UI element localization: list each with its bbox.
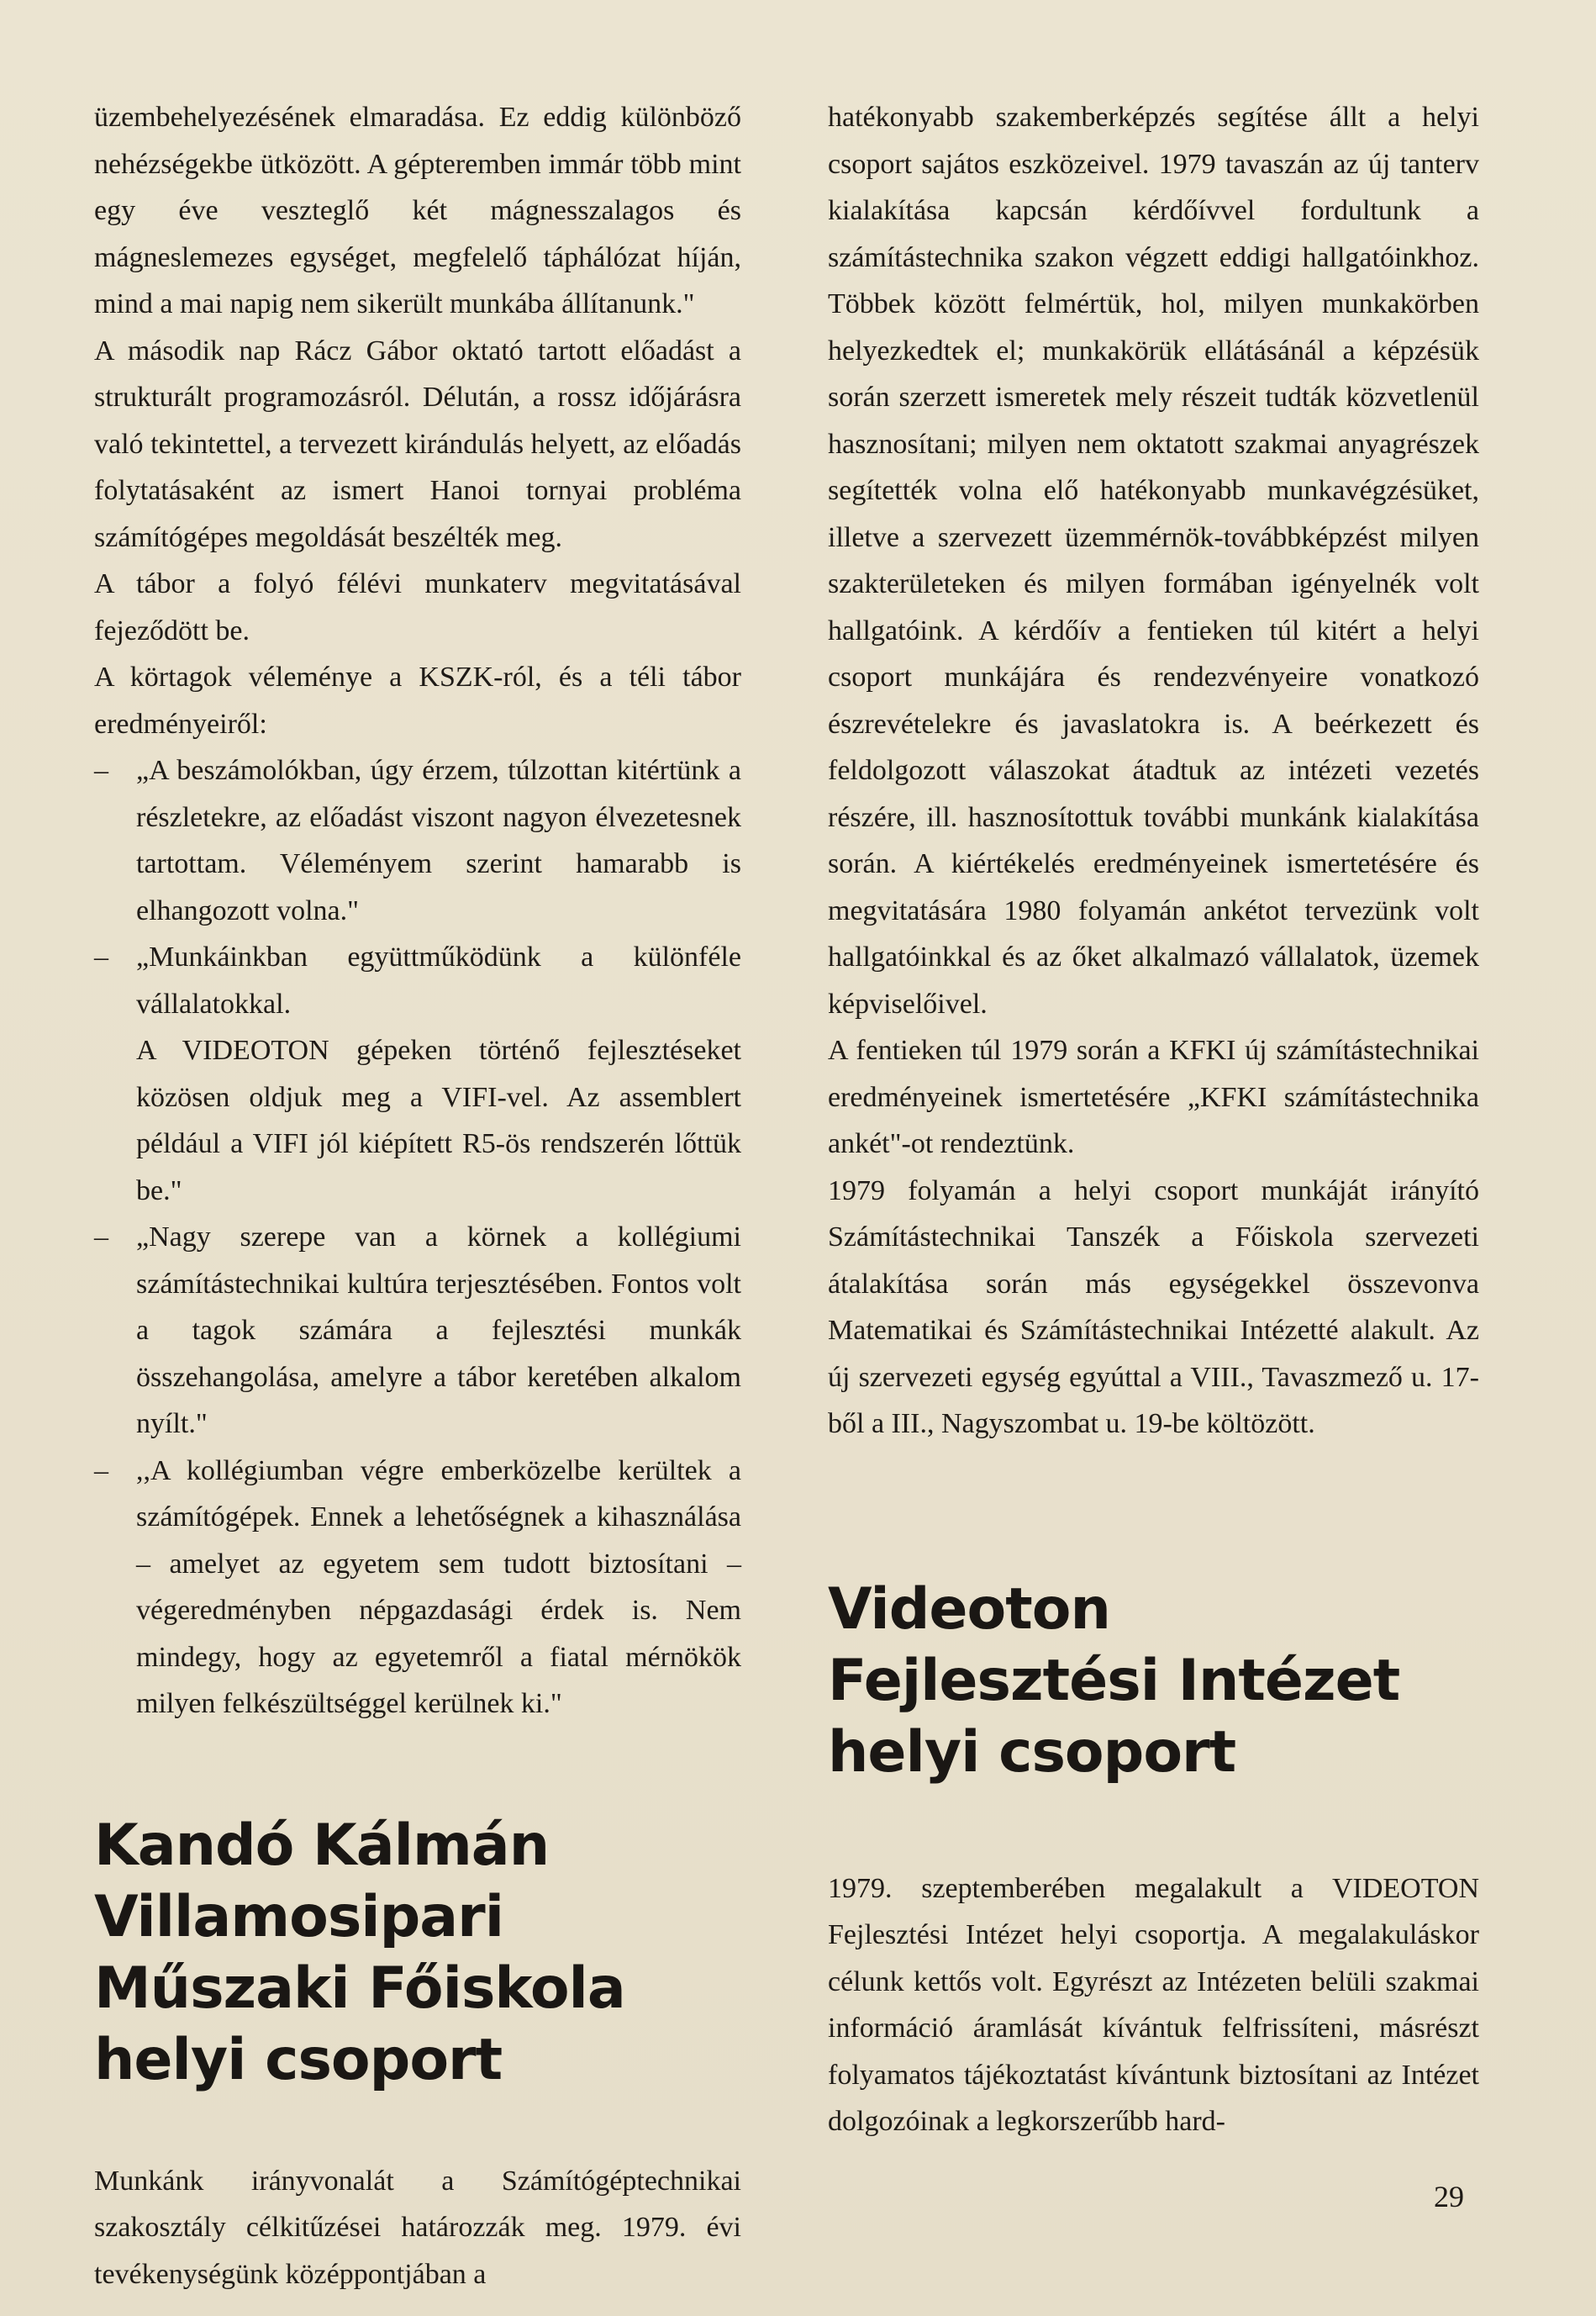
dash-marker: – <box>94 1454 108 1486</box>
dash-marker: – <box>94 1221 108 1253</box>
dash-marker: – <box>94 755 108 786</box>
quote-text: „A beszámolókban, úgy érzem, túlzottan kitértünk a részletekre, az előadást viszont nagyon élvezetesnek tartottam. Véleményem szerint hamarabb is elhangozott volna." <box>136 755 741 926</box>
quote-item <box>94 1448 741 1728</box>
paragraph: üzembehelyezésének elmaradása. Ez eddig különböző nehézségekbe ütközött. A gépteremben immár több mint egy éve veszteglő két mágnesszalagos és mágneslemezes egységet, megfelelő táphálózat híján, mind a mai napig nem sikerült munkába állítanunk." <box>94 102 741 319</box>
paragraph: A második nap Rácz Gábor oktató tartott előadást a strukturált programozásról. Délután, a rossz időjárásra való tekintettel, a tervezett kirándulás helyett, az előadás folytatásaként az ismert Hanoi tornyai probléma számítógépes megoldását beszélték meg. <box>94 335 741 553</box>
paragraph: hatékonyabb szakemberképzés segítése állt a helyi csoport sajátos eszközeivel. 1979 tavaszán az új tanterv kialakítása kapcsán kérdőívvel fordultunk a számítástechnika szakon végzett eddigi hallgatóinkhoz. Többek között felmértük, hol, milyen munkakörben helyezkedtek el; munkakörük ellátásánál a képzésük során szerzett ismeretek mely részeit tudták közvetlenül hasznosítani; milyen nem oktatott szakmai anyagrészek segítették volna elő hatékonyabb munkavégzésüket, illetve a szervezett üzemmérnök-továbbképzést milyen szakterületeken és milyen formában igényelnék volt hallgatóink. A kérdőív a fentieken túl kitért a helyi csoport munkájára és rendezvényeire vonatkozó észrevételekre és javaslatokra is. A beérkezett és feldolgozott válaszokat átadtuk az intézeti vezetés részére, ill. hasznosítottuk további munkánk kialakítása során. A kiértékelés eredményeinek ismertetésére és megvitatására 1980 folyamán ankétot tervezünk volt hallgatóinkkal és az őket alkalmazó vállalatok, üzemek képviselőivel. <box>828 102 1479 1020</box>
quote-text: ,,A kollégiumban végre emberközelbe kerültek a számítógépek. Ennek a lehetőségnek a kihasználása – amelyet az egyetem sem tudott biztosítani – végeredményben népgazdasági érdek is. Nem mindegy, hogy az egyetemről a fiatal mérnökök milyen felkészültséggel kerülnek ki." <box>136 1454 741 1719</box>
page-number: 29 <box>1434 2180 1464 2213</box>
right-body-text <box>828 94 1479 1448</box>
dash-marker: – <box>94 942 108 973</box>
quote-text: „Munkáinkban együttműködünk a különféle vállalatokkal. <box>136 942 741 1020</box>
paragraph: A fentieken túl 1979 során a KFKI új számítástechnikai eredményeinek ismertetésére „KFKI számítástechnika ankét"-ot rendeztünk. <box>828 1035 1479 1159</box>
paragraph: A tábor a folyó félévi munkaterv megvitatásával fejeződött be. <box>94 568 741 646</box>
paragraph: A körtagok véleménye a KSZK-ról, és a téli tábor eredményeiről: <box>94 662 741 740</box>
left-closing-paragraph: Munkánk irányvonalát a Számítógéptechnikai szakosztály célkitűzései határozzák meg. 1979. évi tevékenységünk középpontjában a <box>94 2165 741 2290</box>
right-closing-paragraph: 1979. szeptemberében megalakult a VIDEOTON Fejlesztési Intézet helyi csoportja. A megalakuláskor célunk kettős volt. Egyrészt az Intézeten belüli szakmai információ áramlását kívántuk felfrissíteni, másrészt folyamatos tájékoztatást kívántunk biztosítani az Intézet dolgozóinak a legkorszerűbb hard- <box>828 1872 1479 2137</box>
heading-line: Műszaki Főiskola <box>94 1955 625 2022</box>
right-column <box>828 94 1479 2145</box>
quote-item <box>94 1214 741 1448</box>
left-column <box>94 94 741 2298</box>
heading-line: helyi csoport <box>94 2026 503 2093</box>
quote-continuation: A VIDEOTON gépeken történő fejlesztéseket közösen oldjuk meg a VIFI-vel. Az assemblert például a VIFI jól kiépített R5-ös rendszerén lőttük be." <box>136 1035 741 1206</box>
heading-line: Videoton <box>828 1575 1110 1643</box>
right-section-heading <box>828 1574 1479 1788</box>
heading-line: Villamosipari <box>94 1883 504 1950</box>
paragraph: 1979 folyamán a helyi csoport munkáját irányító Számítástechnikai Tanszék a Főiskola szervezeti átalakítása során más egységekkel összevonva Matematikai és Számítástechnikai Intézetté alakult. Az új szervezeti egység egyúttal a VIII., Tavaszmező u. 17-ből a III., Nagyszombat u. 19-be költözött. <box>828 1174 1479 1439</box>
heading-line: helyi csoport <box>828 1718 1236 1786</box>
left-section-heading <box>94 1810 741 2096</box>
quote-text: „Nagy szerepe van a körnek a kollégiumi számítástechnikai kultúra terjesztésében. Fontos volt a tagok számára a fejlesztési munkák összehangolása, amelyre a tábor keretében alkalom nyílt." <box>136 1221 741 1439</box>
heading-line: Fejlesztési Intézet <box>828 1647 1400 1714</box>
left-intro-text <box>94 94 741 1728</box>
heading-line: Kandó Kálmán <box>94 1812 550 1879</box>
quote-item <box>94 934 741 1027</box>
quote-item <box>94 747 741 934</box>
